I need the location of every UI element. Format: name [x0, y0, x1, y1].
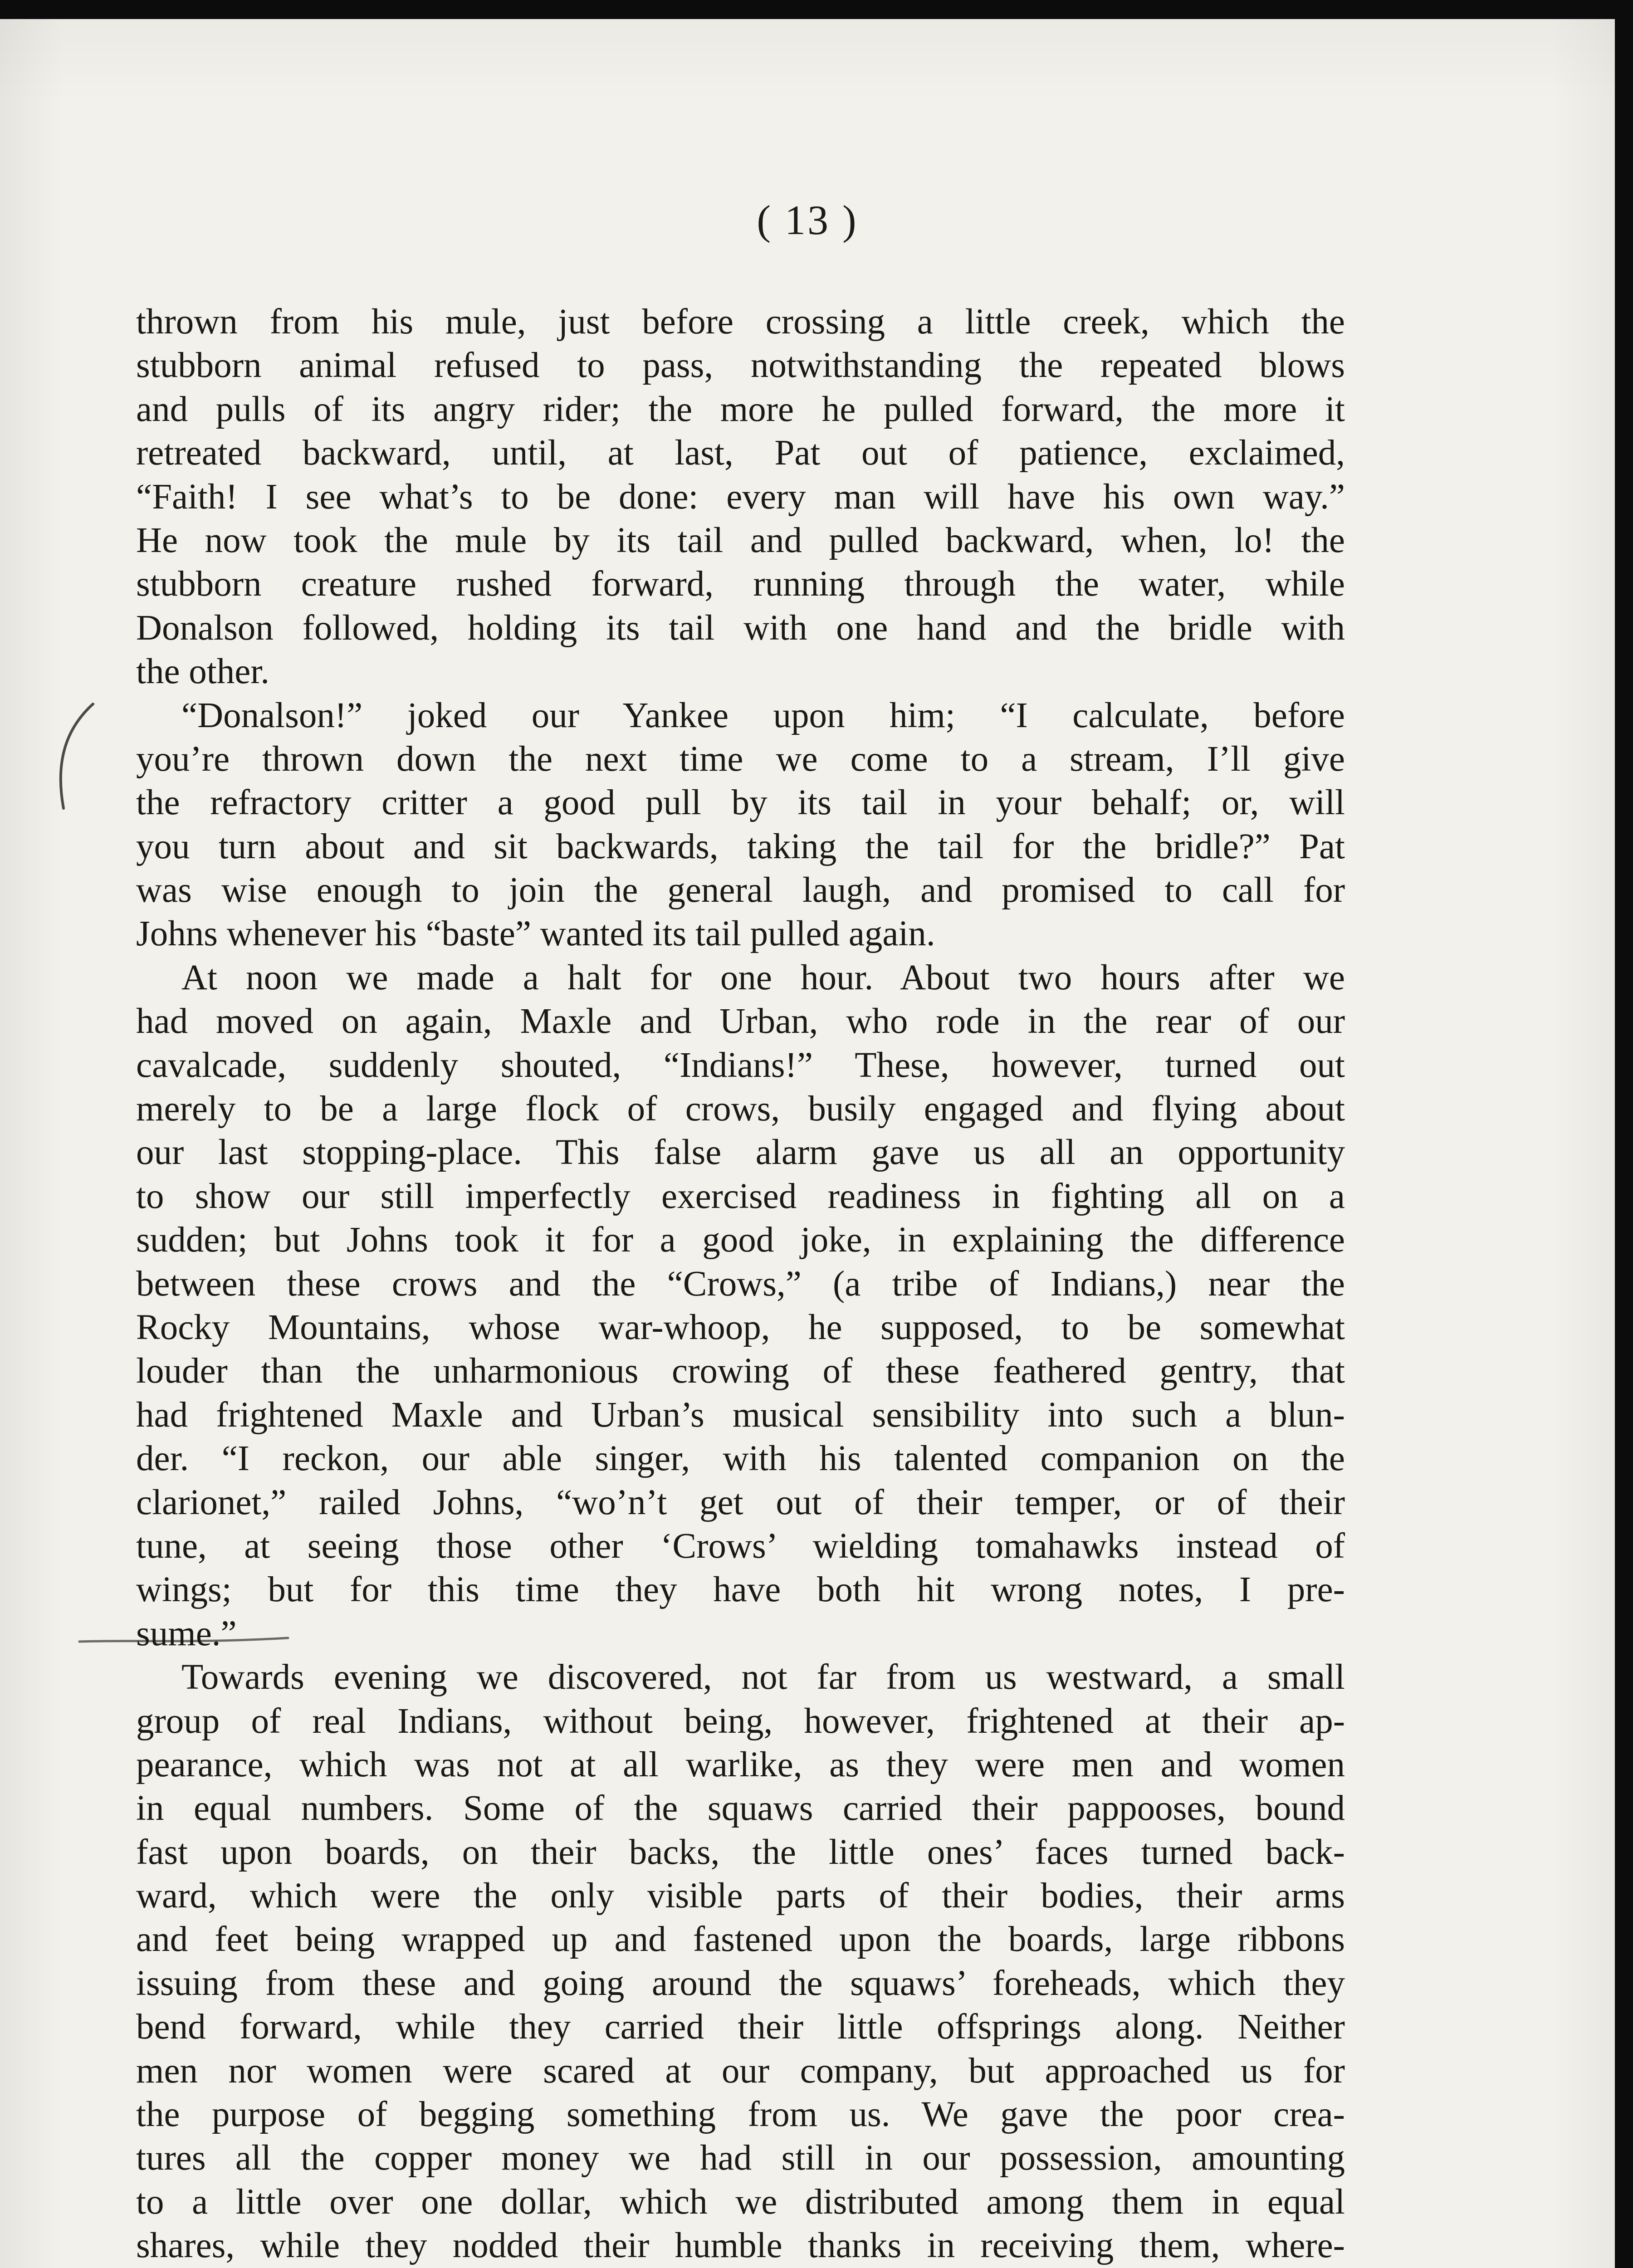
book-page [0, 19, 1615, 2268]
text-line: between these crows and the “Crows,” (a tribe of Indians,) near the [136, 1264, 1345, 1304]
text-line: retreated backward, until, at last, Pat out of patience, exclaimed, [136, 433, 1345, 473]
pencil-margin-mark [50, 699, 104, 817]
text-line: stubborn creature rushed forward, running through the water, while [136, 564, 1345, 604]
text-line: the other. [136, 652, 269, 692]
text-line: merely to be a large flock of crows, busily engaged and flying about [136, 1089, 1345, 1129]
text-line: the purpose of begging something from us. We gave the poor crea- [136, 2095, 1345, 2135]
text-line: tures all the copper money we had still in our possession, amounting [136, 2138, 1345, 2178]
text-line: clarionet,” railed Johns, “wo’n’t get out of their temper, or of their [136, 1482, 1345, 1522]
text-line: you turn about and sit backwards, taking the tail for the bridle?” Pat [136, 826, 1345, 866]
text-line: men nor women were scared at our company, but approached us for [136, 2051, 1345, 2091]
text-line: ward, which were the only visible parts of their bodies, their arms [136, 1876, 1345, 1916]
text-line: in equal numbers. Some of the squaws carried their pappooses, bound [136, 1789, 1345, 1828]
text-line: tune, at seeing those other ‘Crows’ wielding tomahawks instead of [136, 1526, 1345, 1566]
text-line: Johns whenever his “baste” wanted its tail pulled again. [136, 914, 935, 954]
text-line: “Donalson!” joked our Yankee upon him; “I calculate, before [181, 695, 1345, 735]
text-line: the refractory critter a good pull by its tail in your behalf; or, will [136, 783, 1345, 823]
text-line: you’re thrown down the next time we come to a stream, I’ll give [136, 739, 1345, 779]
text-line: fast upon boards, on their backs, the little ones’ faces turned back- [136, 1832, 1345, 1872]
text-line: louder than the unharmonious crowing of these feathered gentry, that [136, 1351, 1345, 1391]
text-line: was wise enough to join the general laugh, and promised to call for [136, 870, 1345, 910]
text-line: He now took the mule by its tail and pulled backward, when, lo! the [136, 520, 1345, 560]
text-line: and pulls of its angry rider; the more he pulled forward, the more it [136, 389, 1345, 429]
text-line: and feet being wrapped up and fastened upon the boards, large ribbons [136, 1920, 1345, 1960]
text-line: “Faith! I see what’s to be done: every man will have his own way.” [136, 477, 1345, 517]
body-text [136, 300, 1345, 2268]
text-line: Towards evening we discovered, not far from us westward, a small [181, 1657, 1345, 1697]
text-line: bend forward, while they carried their little offsprings along. Neither [136, 2007, 1345, 2047]
text-line: Rocky Mountains, whose war-whoop, he supposed, to be somewhat [136, 1307, 1345, 1347]
text-line: shares, while they nodded their humble thanks in receiving them, where- [136, 2226, 1345, 2266]
text-line: issuing from these and going around the squaws’ foreheads, which they [136, 1963, 1345, 2003]
text-line: Donalson followed, holding its tail with one hand and the bridle with [136, 608, 1345, 648]
text-line: cavalcade, suddenly shouted, “Indians!” These, however, turned out [136, 1045, 1345, 1085]
text-line: sudden; but Johns took it for a good joke, in explaining the difference [136, 1220, 1345, 1260]
text-line: pearance, which was not at all warlike, as they were men and women [136, 1745, 1345, 1784]
page-number: ( 13 ) [757, 197, 858, 243]
text-line: our last stopping-place. This false alarm gave us all an opportunity [136, 1133, 1345, 1173]
text-line: stubborn animal refused to pass, notwithstanding the repeated blows [136, 346, 1345, 386]
text-line: group of real Indians, without being, however, frightened at their ap- [136, 1701, 1345, 1741]
text-line: At noon we made a halt for one hour. About two hours after we [181, 958, 1345, 997]
text-line: had moved on again, Maxle and Urban, who rode in the rear of our [136, 1002, 1345, 1041]
text-line: der. “I reckon, our able singer, with his talented companion on the [136, 1439, 1345, 1479]
text-line: to a little over one dollar, which we distributed among them in equal [136, 2182, 1345, 2222]
text-line: had frightened Maxle and Urban’s musical sensibility into such a blun- [136, 1395, 1345, 1435]
text-line: to show our still imperfectly exercised readiness in fighting all on a [136, 1176, 1345, 1216]
text-line: thrown from his mule, just before crossing a little creek, which the [136, 302, 1345, 342]
text-line: sume.” [136, 1613, 237, 1653]
text-line: wings; but for this time they have both hit wrong notes, I pre- [136, 1570, 1345, 1610]
